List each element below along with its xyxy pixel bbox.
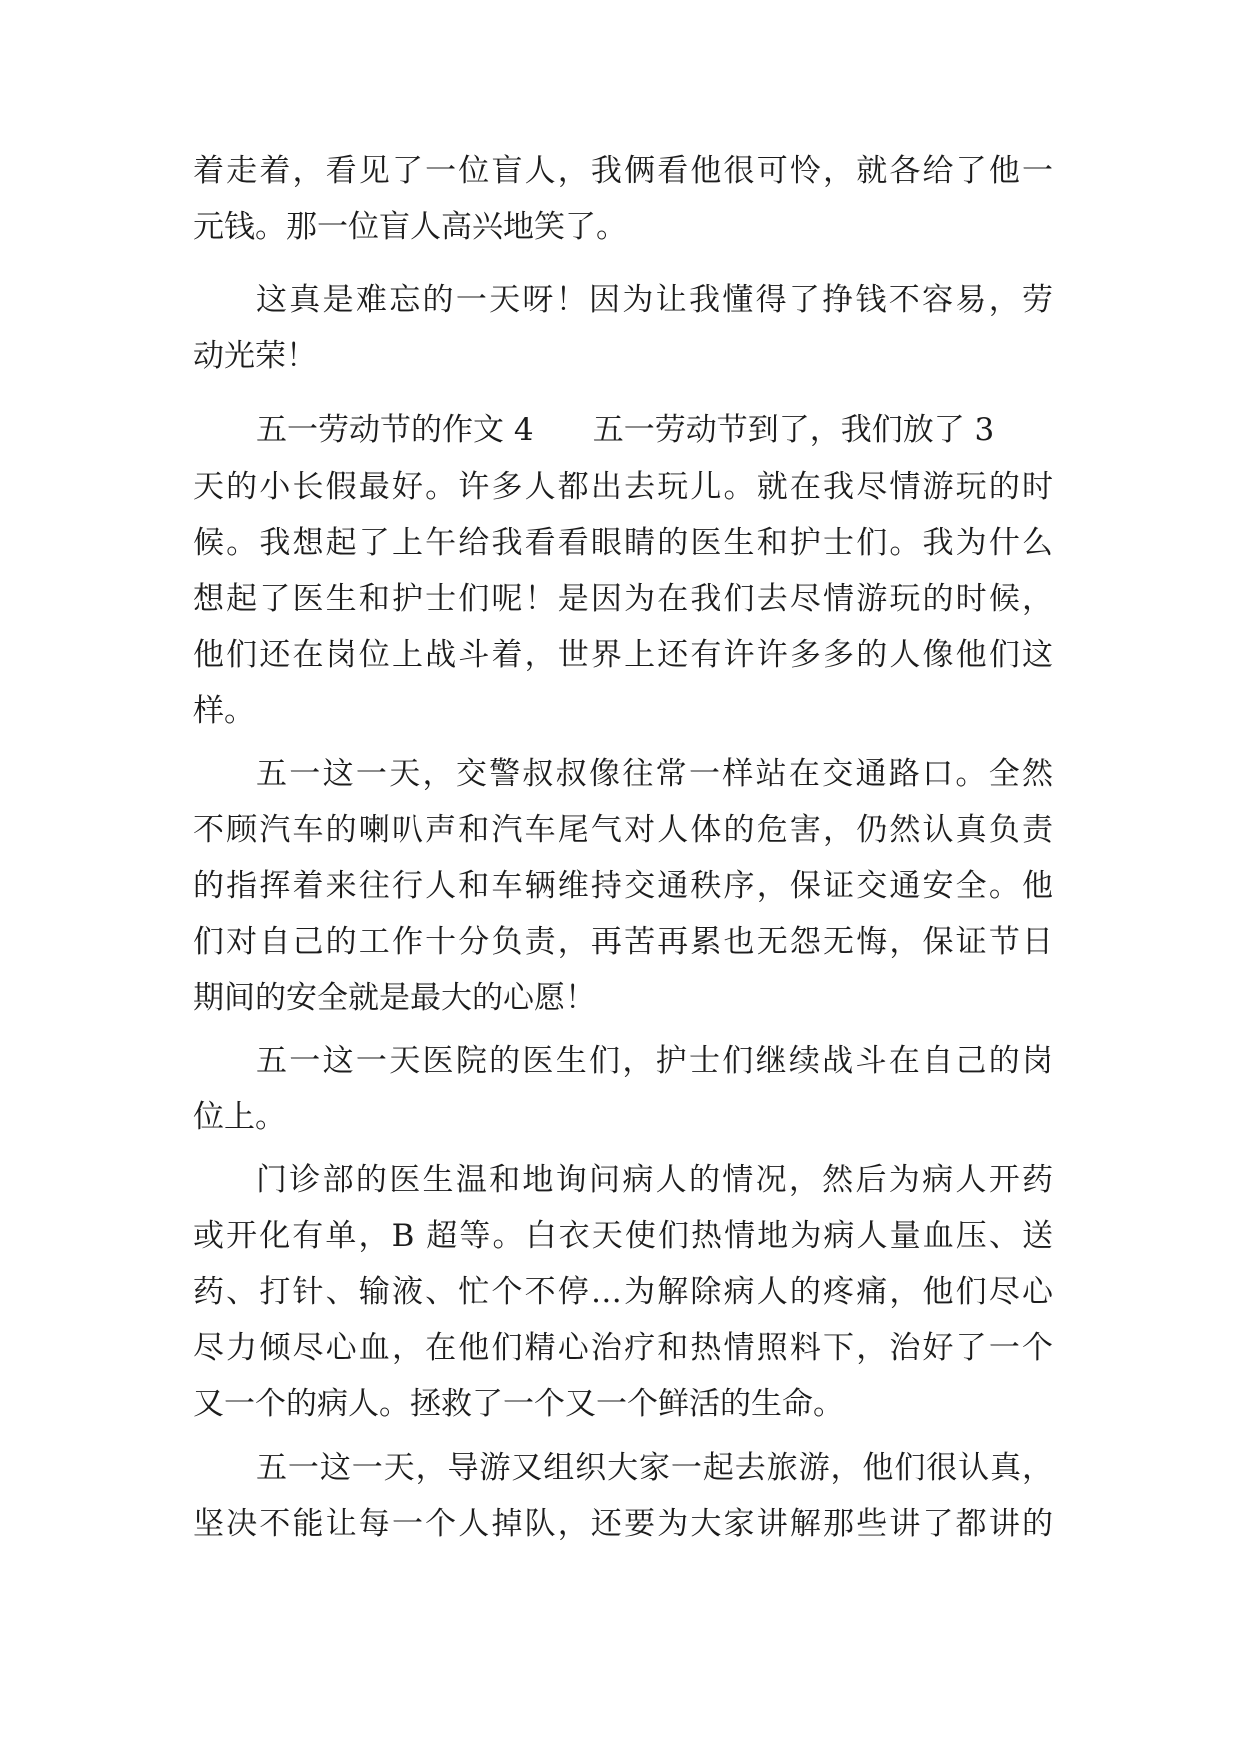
text-line: 动光荣！: [193, 338, 317, 374]
text-line: 不顾汽车的喇叭声和汽车尾气对人体的危害，仍然认真负责: [193, 812, 1053, 848]
text-line: 坚决不能让每一个人掉队，还要为大家讲解那些讲了都讲的: [193, 1506, 1053, 1542]
text-line: 五一劳动节的作文 4 五一劳动节到了，我们放了 3: [256, 412, 995, 448]
text-line: 想起了医生和护士们呢！是因为在我们去尽情游玩的时候，: [193, 581, 1053, 617]
text-line: 门诊部的医生温和地询问病人的情况，然后为病人开药: [256, 1162, 1053, 1198]
text-line: 元钱。那一位盲人高兴地笑了。: [193, 209, 627, 245]
text-line: 着走着，看见了一位盲人，我俩看他很可怜，就各给了他一: [193, 153, 1053, 189]
text-line: 五一这一天，交警叔叔像往常一样站在交通路口。全然: [256, 756, 1053, 792]
text-line: 候。我想起了上午给我看看眼睛的医生和护士们。我为什么: [193, 525, 1053, 561]
text-line: 天的小长假最好。许多人都出去玩儿。就在我尽情游玩的时: [193, 469, 1053, 505]
text-line: 五一这一天医院的医生们，护士们继续战斗在自己的岗: [256, 1043, 1053, 1079]
text-line: 尽力倾尽心血，在他们精心治疗和热情照料下，治好了一个: [193, 1330, 1053, 1366]
text-line: 的指挥着来往行人和车辆维持交通秩序，保证交通安全。他: [193, 868, 1053, 904]
text-line: 五一这一天，导游又组织大家一起去旅游，他们很认真，: [256, 1450, 1053, 1486]
text-line: 他们还在岗位上战斗着，世界上还有许许多多的人像他们这: [193, 637, 1053, 673]
text-line: 又一个的病人。拯救了一个又一个鲜活的生命。: [193, 1386, 844, 1422]
text-line: 期间的安全就是最大的心愿！: [193, 980, 596, 1016]
text-line: 药、打针、输液、忙个不停…为解除病人的疼痛，他们尽心: [193, 1274, 1053, 1310]
text-line: 或开化有单，B 超等。白衣天使们热情地为病人量血压、送: [193, 1218, 1053, 1254]
text-line: 位上。: [193, 1099, 286, 1135]
text-line: 样。: [193, 693, 255, 729]
text-line: 这真是难忘的一天呀！因为让我懂得了挣钱不容易，劳: [256, 282, 1053, 318]
text-line: 们对自己的工作十分负责，再苦再累也无怨无悔，保证节日: [193, 924, 1053, 960]
